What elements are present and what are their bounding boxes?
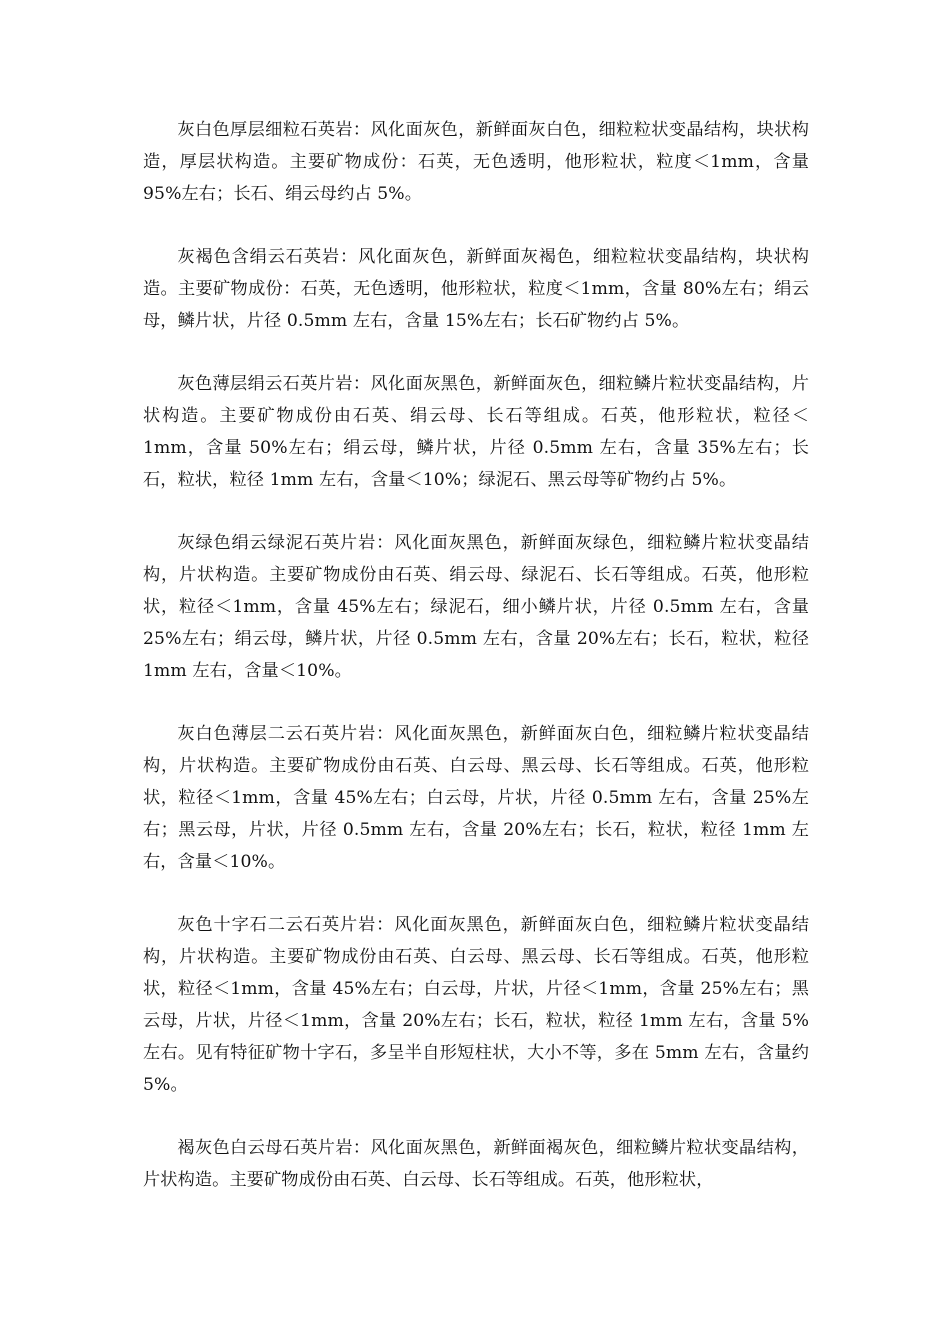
paragraph-chlorite-quartz-schist: 灰绿色绢云绿泥石英片岩：风化面灰黑色，新鲜面灰绿色，细粒鳞片粒状变晶结构，片状构造。主要矿物成份由石英、绢云母、绿泥石、长石等组成。石英，他形粒状，粒径＜1mm，含量 45%左右；绿泥石，细小鳞片状，片径 0.5mm 左右，含量 25%左右；绢云母，鳞片状，片径 0.5mm 左右，含量 20%左右；长石，粒状，粒径 1mm 左右，含量＜10%。 bbox=[143, 533, 809, 681]
paragraph-quartzite-grey-brown: 灰褐色含绢云石英岩：风化面灰色，新鲜面灰褐色，细粒粒状变晶结构，块状构造。主要矿物成份：石英，无色透明，他形粒状，粒度＜1mm，含量 80%左右；绢云母，鳞片状，片径 0.5mm 左右，含量 15%左右；长石矿物约占 5%。 bbox=[143, 247, 809, 331]
document-page bbox=[143, 114, 809, 1227]
paragraph-staurolite-quartz-schist: 灰色十字石二云石英片岩：风化面灰黑色，新鲜面灰白色，细粒鳞片粒状变晶结构，片状构造。主要矿物成份由石英、白云母、黑云母、长石等组成。石英，他形粒状，粒径＜1mm，含量 45%左右；白云母，片状，片径＜1mm，含量 25%左右；黑云母，片状，片径＜1mm，含量 20%左右；长石，粒状，粒径 1mm 左右，含量 5%左右。见有特征矿物十字石，多呈半自形短柱状，大小不等，多在 5mm 左右，含量约 5%。 bbox=[143, 915, 809, 1095]
paragraph-muscovite-quartz-schist: 褐灰色白云母石英片岩：风化面灰黑色，新鲜面褐灰色，细粒鳞片粒状变晶结构，片状构造。主要矿物成份由石英、白云母、长石等组成。石英，他形粒状， bbox=[143, 1138, 809, 1190]
paragraph-two-mica-quartz-schist: 灰白色薄层二云石英片岩：风化面灰黑色，新鲜面灰白色，细粒鳞片粒状变晶结构，片状构造。主要矿物成份由石英、白云母、黑云母、长石等组成。石英，他形粒状，粒径＜1mm，含量 45%左右；白云母，片状，片径 0.5mm 左右，含量 25%左右；黑云母，片状，片径 0.5mm 左右，含量 20%左右；长石，粒状，粒径 1mm 左右，含量＜10%。 bbox=[143, 724, 809, 872]
paragraph-quartzite-grey-white: 灰白色厚层细粒石英岩：风化面灰色，新鲜面灰白色，细粒粒状变晶结构，块状构造，厚层状构造。主要矿物成份：石英，无色透明，他形粒状，粒度＜1mm，含量 95%左右；长石、绢云母约占 5%。 bbox=[143, 120, 809, 204]
paragraph-sericite-quartz-schist: 灰色薄层绢云石英片岩：风化面灰黑色，新鲜面灰色，细粒鳞片粒状变晶结构，片状构造。主要矿物成份由石英、绢云母、长石等组成。石英，他形粒状，粒径＜1mm，含量 50%左右；绢云母，鳞片状，片径 0.5mm 左右，含量 35%左右；长石，粒状，粒径 1mm 左右，含量＜10%；绿泥石、黑云母等矿物约占 5%。 bbox=[143, 374, 809, 490]
